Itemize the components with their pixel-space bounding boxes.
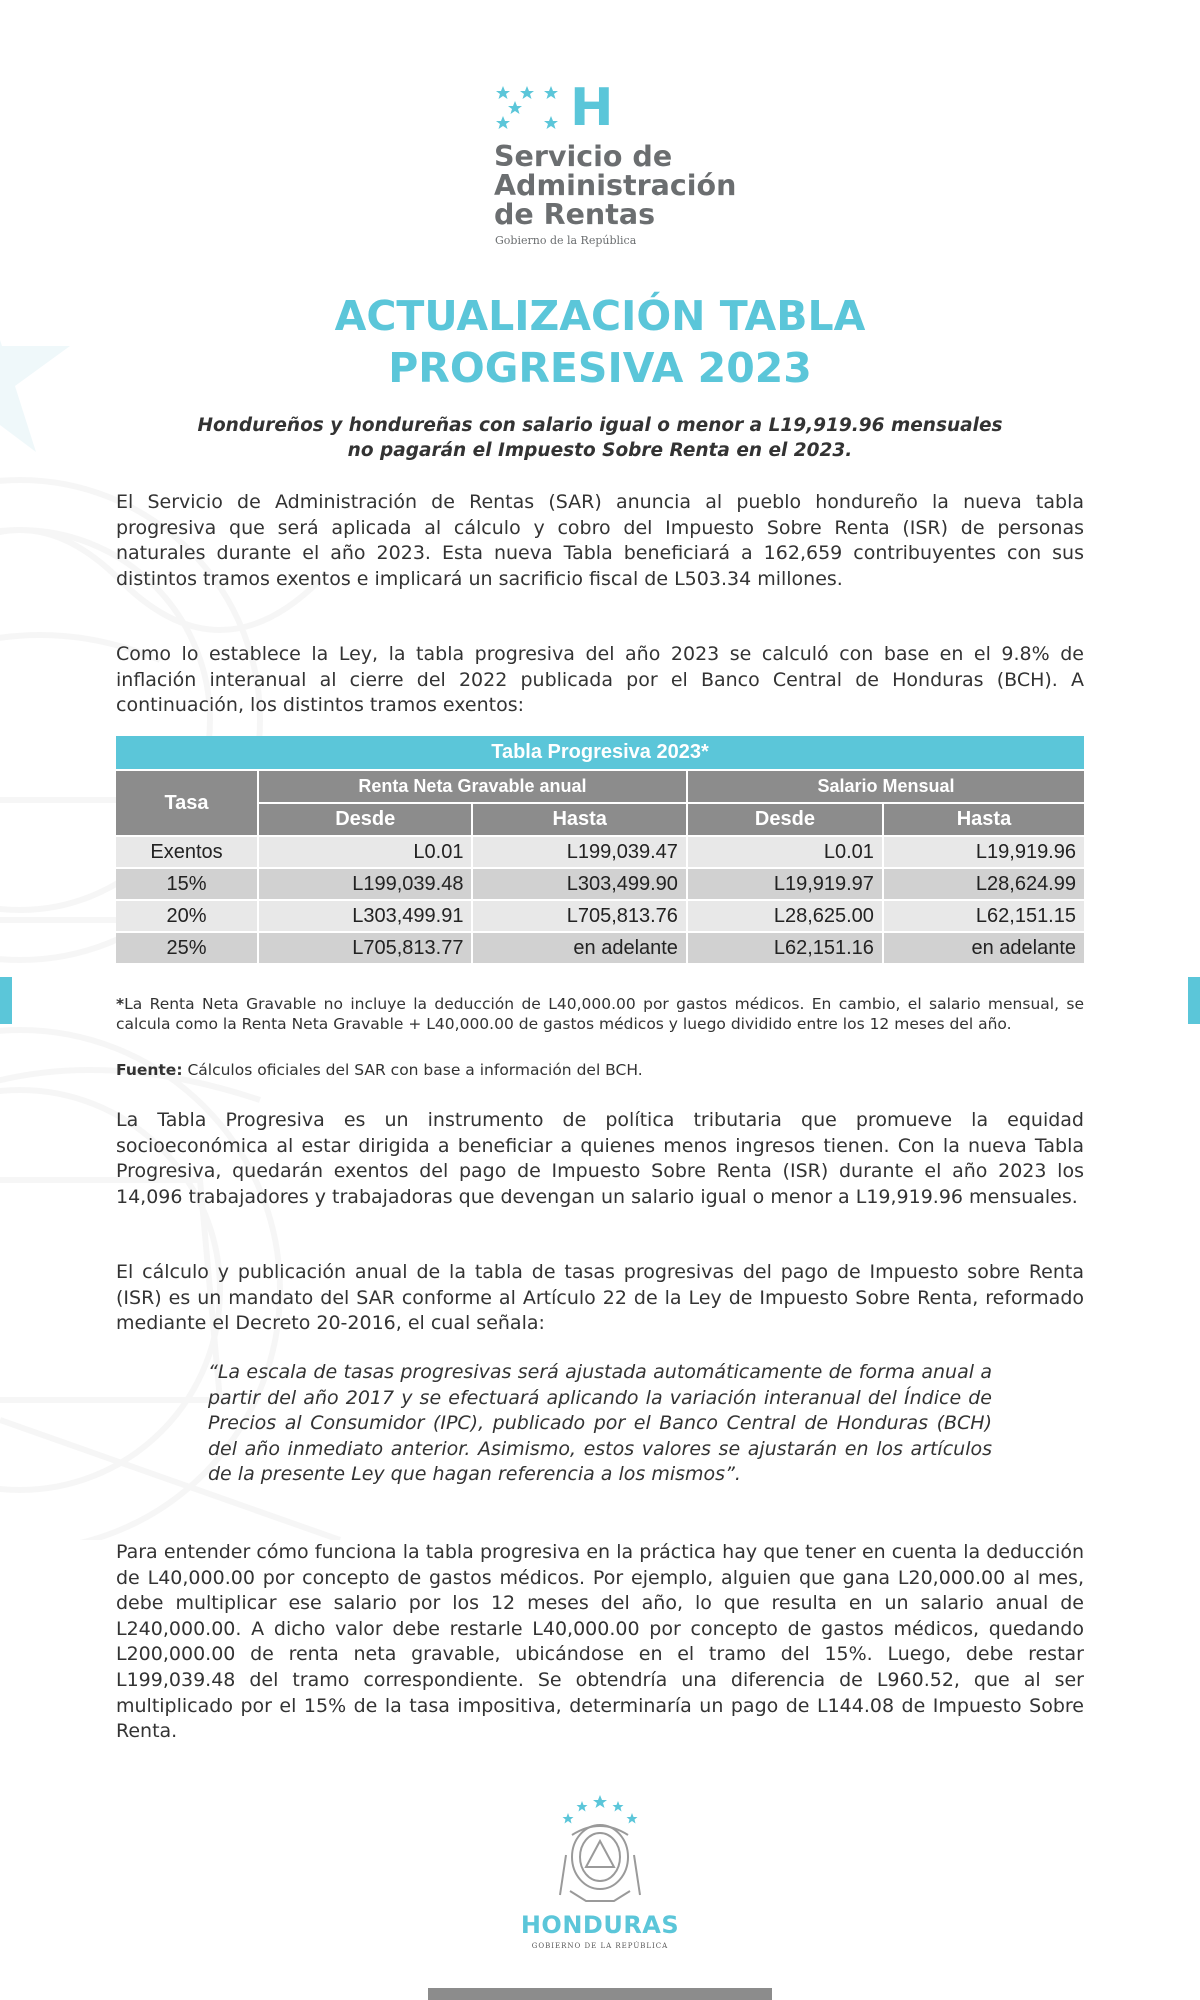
paragraph-mandate: El cálculo y publicación anual de la tabla de tasas progresivas del pago de Impuesto sobre Renta (ISR) es un mandato del SAR conforme al Artículo 22 de la Ley de Impuesto Sobre Renta, reformado mediante el Decreto 20-2016, el cual señala: [116, 1261, 1084, 1335]
cell-sal-hasta: L19,919.96 [884, 837, 1084, 869]
subtitle-line-1: Hondureños y hondureñas con salario igual o menor a L19,919.96 mensuales [197, 415, 1003, 436]
page-subtitle [120, 413, 1080, 463]
cell-rng-desde: L303,499.91 [259, 901, 473, 933]
cell-tasa: Exentos [116, 837, 259, 869]
cell-sal-hasta: L62,151.15 [884, 901, 1084, 933]
cell-rng-hasta: L303,499.90 [473, 869, 687, 901]
column-header-tasa: Tasa [116, 771, 259, 837]
cell-rng-desde: L0.01 [259, 837, 473, 869]
cell-tasa: 15% [116, 869, 259, 901]
paragraph-equity: La Tabla Progresiva es un instrumento de política tributaria que promueve la equidad socioeconómica al estar dirigida a beneficiar a quienes menos ingresos tienen. Con la nueva Tabla Progresiva, quedarán exentos del pago de Impuesto Sobre Renta (ISR) durante el año 2023 los 14,096 trabajadores y trabajadoras que devengan un salario igual o menor a L19,919.96 mensuales. [116, 1109, 1084, 1208]
footer-bar [428, 1988, 772, 2000]
law-quote: “La escala de tasas progresivas será ajustada automáticamente de forma anual a partir del año 2017 y se efectuará aplicando la variación interanual del Índice de Precios al Consumidor (IPC), publicado por el Banco Central de Honduras (BCH) del año inmediato anterior. Asimismo, estos valores se ajustarán en los artículos de la presente Ley que hagan referencia a los mismos”. [208, 1361, 992, 1486]
table-row [116, 869, 1084, 901]
paragraph-example: Para entender cómo funciona la tabla progresiva en la práctica hay que tener en cuenta la deducción de L40,000.00 por concepto de gastos médicos. Por ejemplo, alguien que gana L20,000.00 al mes, debe multiplicar ese salario por los 12 meses del año, lo que resulta en un salario anual de L240,000.00. A dicho valor debe restarle L40,000.00 por concepto de gastos médicos, quedando L200,000.00 de renta neta gravable, ubicándose en el tramo del 15%. Luego, debe restar L199,039.48 del tramo correspondiente. Se obtendría una diferencia de L960.52, que al ser multiplicado por el 15% de la tasa impositiva, determinaría un pago de L144.08 de Impuesto Sobre Renta. [116, 1541, 1084, 1743]
source-label: Fuente: [116, 1061, 183, 1079]
column-header-rng-hasta: Hasta [473, 804, 687, 837]
government-label: GOBIERNO DE LA REPÚBLICA [531, 1942, 669, 1950]
progressive-tax-table [116, 736, 1084, 965]
group-header-renta: Renta Neta Gravable anual [259, 771, 688, 804]
cell-sal-desde: L28,625.00 [688, 901, 884, 933]
cell-sal-desde: L62,151.16 [688, 933, 884, 965]
paragraph-law: Como lo establece la Ley, la tabla progresiva del año 2023 se calculó con base en el 9.8% de inflación interanual al cierre del 2022 publicada por el Banco Central de Honduras (BCH). A continuación, los distintos tramos exentos: [116, 643, 1084, 717]
table-row [116, 933, 1084, 965]
table-source [116, 1060, 1084, 1080]
cell-sal-hasta: L28,624.99 [884, 869, 1084, 901]
cell-rng-hasta: en adelante [473, 933, 687, 965]
cell-rng-desde: L199,039.48 [259, 869, 473, 901]
subtitle-line-2: no pagarán el Impuesto Sobre Renta en el 2023. [347, 440, 853, 461]
cell-rng-hasta: L199,039.47 [473, 837, 687, 869]
paragraph-intro: El Servicio de Administración de Rentas (SAR) anuncia al pueblo hondureño la nueva tabla progresiva que será aplicada al cálculo y cobro del Impuesto Sobre Renta (ISR) de personas naturales durante el año 2023. Esta nueva Tabla beneficiará a 162,659 contribuyentes con sus distintos tramos exentos e implicará un sacrificio fiscal de L503.34 millones. [116, 491, 1084, 590]
group-header-salario: Salario Mensual [688, 771, 1084, 804]
cell-tasa: 25% [116, 933, 259, 965]
footnote-asterisk: * [116, 995, 125, 1013]
title-line-2: PROGRESIVA 2023 [388, 344, 812, 392]
cell-tasa: 20% [116, 901, 259, 933]
cell-sal-hasta: en adelante [884, 933, 1084, 965]
table-footnote [116, 994, 1084, 1034]
honduras-government-logo [520, 1795, 680, 1955]
table-row [116, 901, 1084, 933]
source-text: Cálculos oficiales del SAR con base a información del BCH. [182, 1061, 643, 1079]
organization-subtitle: Gobierno de la República [495, 234, 637, 247]
footnote-text: La Renta Neta Gravable no incluye la deducción de L40,000.00 por gastos médicos. En cambio, el salario mensual, se calcula como la Renta Neta Gravable + L40,000.00 de gastos médicos y luego dividido entre los 12 meses del año. [116, 995, 1084, 1033]
country-name: HONDURAS [520, 1911, 680, 1939]
column-header-sal-desde: Desde [688, 804, 884, 837]
stars-icon [496, 86, 558, 136]
cell-sal-desde: L0.01 [688, 837, 884, 869]
column-header-sal-hasta: Hasta [884, 804, 1084, 837]
cell-rng-hasta: L705,813.76 [473, 901, 687, 933]
organization-name: Servicio de Administración de Rentas [494, 140, 737, 231]
cell-sal-desde: L19,919.97 [688, 869, 884, 901]
cell-rng-desde: L705,813.77 [259, 933, 473, 965]
sar-logo [492, 78, 792, 256]
page-title [160, 290, 1040, 394]
column-header-rng-desde: Desde [259, 804, 473, 837]
table-row [116, 837, 1084, 869]
table-caption: Tabla Progresiva 2023* [116, 736, 1084, 771]
coat-of-arms-icon [520, 1795, 680, 1907]
logo-letter-h: H [570, 78, 614, 138]
title-line-1: ACTUALIZACIÓN TABLA [334, 292, 866, 340]
